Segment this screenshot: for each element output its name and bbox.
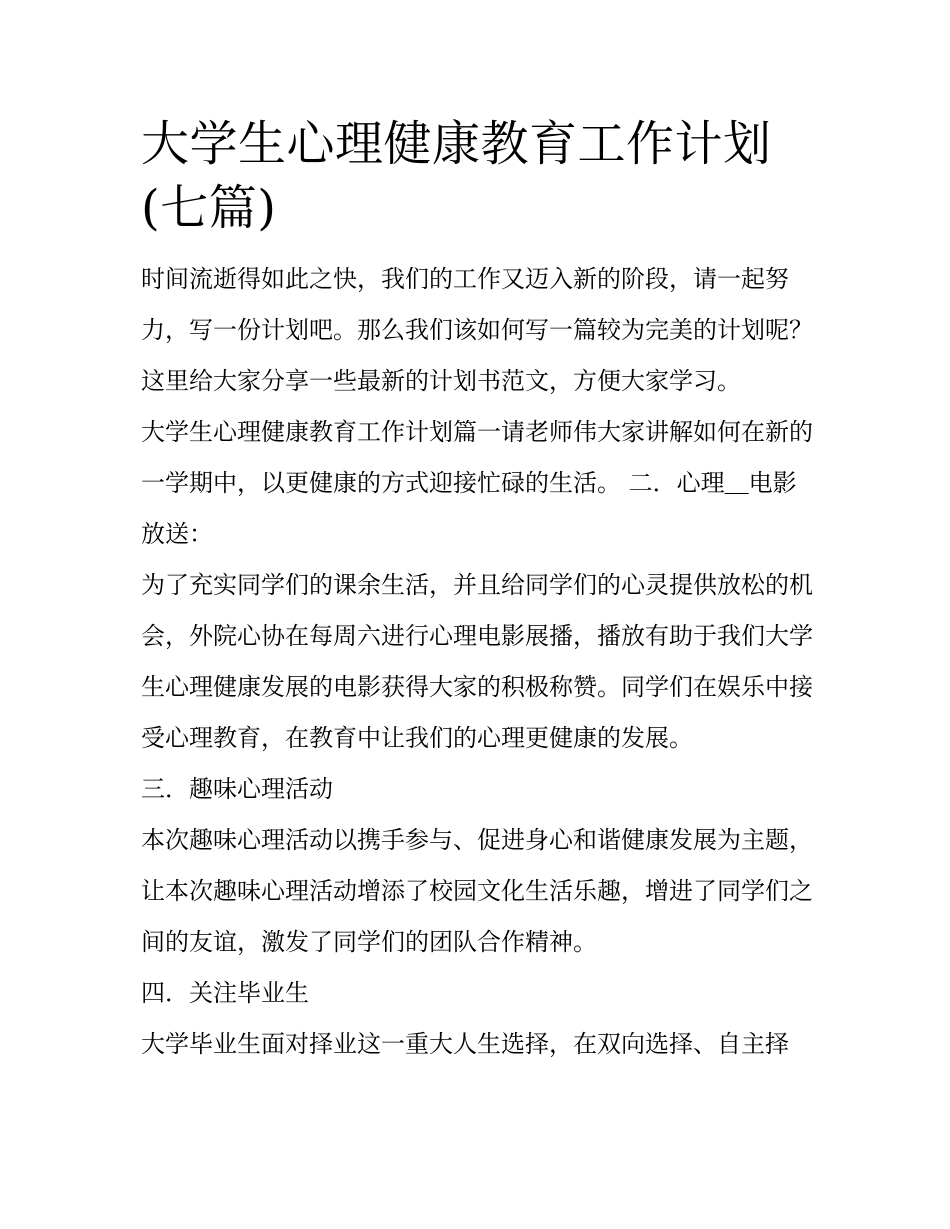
section-heading-activities: 三．趣味心理活动	[141, 775, 333, 803]
document-title: 大学生心理健康教育工作计划(七篇)	[141, 116, 772, 236]
paragraph-plan-one: 大学生心理健康教育工作计划篇一请老师伟大家讲解如何在新的一学期中，以更健康的方式迎接忙碌的生活。 二．心理＿电影放送：	[141, 418, 813, 548]
paragraph-intro: 时间流逝得如此之快，我们的工作又迈入新的阶段，请一起努力，写一份计划吧。那么我们该如何写一篇较为完美的计划呢？这里给大家分享一些最新的计划书范文，方便大家学习。	[141, 265, 813, 395]
paragraph-graduates: 大学毕业生面对择业这一重大人生选择，在双向选择、自主择	[141, 1030, 789, 1058]
document-page	[141, 112, 813, 1070]
paragraph-movie: 为了充实同学们的课余生活，并且给同学们的心灵提供放松的机会，外院心协在每周六进行心理电影展播，播放有助于我们大学生心理健康发展的电影获得大家的积极称赞。同学们在娱乐中接受心理教育，在教育中让我们的心理更健康的发展。	[141, 571, 813, 752]
document-body	[141, 254, 813, 1070]
section-heading-graduates: 四．关注毕业生	[141, 979, 309, 1007]
paragraph-activities: 本次趣味心理活动以携手参与、促进身心和谐健康发展为主题，让本次趣味心理活动增添了校园文化生活乐趣，增进了同学们之间的友谊，激发了同学们的团队合作精神。	[141, 826, 813, 956]
